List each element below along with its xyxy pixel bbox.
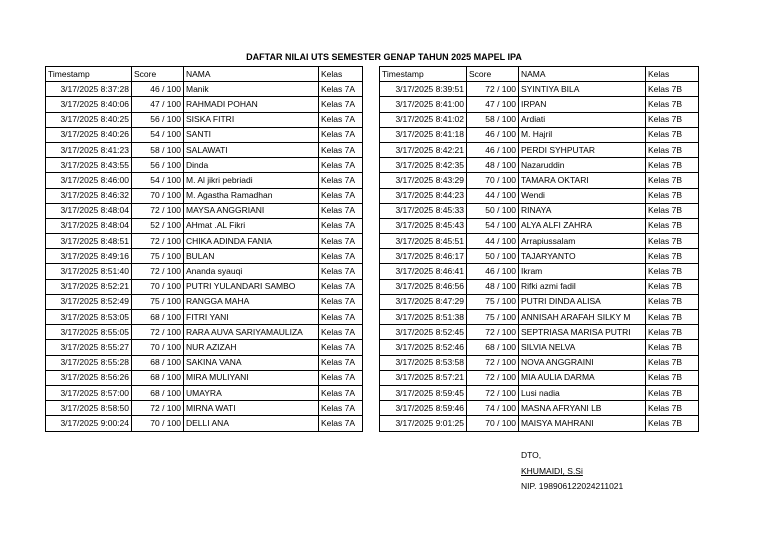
cell-timestamp: 3/17/2025 8:46:00 xyxy=(46,173,132,188)
cell-nama: Rifki azmi fadil xyxy=(519,279,646,294)
cell-kelas: Kelas 7B xyxy=(646,112,699,127)
cell-timestamp: 3/17/2025 8:53:58 xyxy=(380,355,467,370)
header-timestamp: Timestamp xyxy=(380,67,467,82)
table-row xyxy=(46,97,363,112)
cell-timestamp: 3/17/2025 8:55:05 xyxy=(46,325,132,340)
cell-nama: TAMARA OKTARI xyxy=(519,173,646,188)
cell-timestamp: 3/17/2025 8:57:00 xyxy=(46,385,132,400)
cell-score: 56 / 100 xyxy=(132,158,184,173)
cell-nama: SYINTIYA BILA xyxy=(519,82,646,97)
header-kelas: Kelas xyxy=(319,67,363,82)
cell-timestamp: 3/17/2025 9:00:24 xyxy=(46,416,132,431)
cell-kelas: Kelas 7A xyxy=(319,158,363,173)
table-row xyxy=(380,385,699,400)
cell-nama: RAHMADI POHAN xyxy=(184,97,319,112)
cell-score: 46 / 100 xyxy=(467,142,519,157)
cell-kelas: Kelas 7A xyxy=(319,249,363,264)
cell-nama: PERDI SYHPUTAR xyxy=(519,142,646,157)
cell-nama: FITRI YANI xyxy=(184,310,319,325)
cell-kelas: Kelas 7A xyxy=(319,97,363,112)
table-row xyxy=(46,203,363,218)
cell-score: 70 / 100 xyxy=(132,188,184,203)
cell-kelas: Kelas 7B xyxy=(646,370,699,385)
cell-kelas: Kelas 7A xyxy=(319,416,363,431)
cell-timestamp: 3/17/2025 8:44:23 xyxy=(380,188,467,203)
cell-timestamp: 3/17/2025 8:41:00 xyxy=(380,97,467,112)
cell-timestamp: 3/17/2025 8:42:21 xyxy=(380,142,467,157)
cell-timestamp: 3/17/2025 8:51:38 xyxy=(380,310,467,325)
cell-score: 74 / 100 xyxy=(467,401,519,416)
cell-kelas: Kelas 7A xyxy=(319,385,363,400)
cell-nama: SILVIA NELVA xyxy=(519,340,646,355)
cell-kelas: Kelas 7A xyxy=(319,355,363,370)
cell-nama: RINAYA xyxy=(519,203,646,218)
cell-timestamp: 3/17/2025 8:46:17 xyxy=(380,249,467,264)
cell-nama: Wendi xyxy=(519,188,646,203)
cell-nama: MIRNA WATI xyxy=(184,401,319,416)
cell-timestamp: 3/17/2025 8:39:51 xyxy=(380,82,467,97)
table-row xyxy=(46,112,363,127)
cell-timestamp: 3/17/2025 8:59:46 xyxy=(380,401,467,416)
cell-timestamp: 3/17/2025 8:52:21 xyxy=(46,279,132,294)
cell-score: 44 / 100 xyxy=(467,188,519,203)
cell-timestamp: 3/17/2025 8:40:06 xyxy=(46,97,132,112)
cell-nama: DELLI ANA xyxy=(184,416,319,431)
cell-nama: MAISYA MAHRANI xyxy=(519,416,646,431)
cell-kelas: Kelas 7B xyxy=(646,127,699,142)
cell-score: 70 / 100 xyxy=(467,416,519,431)
cell-kelas: Kelas 7A xyxy=(319,279,363,294)
cell-timestamp: 3/17/2025 8:45:43 xyxy=(380,218,467,233)
cell-score: 58 / 100 xyxy=(132,142,184,157)
cell-score: 54 / 100 xyxy=(132,127,184,142)
cell-timestamp: 3/17/2025 8:46:32 xyxy=(46,188,132,203)
cell-score: 70 / 100 xyxy=(132,416,184,431)
cell-timestamp: 3/17/2025 8:45:51 xyxy=(380,234,467,249)
cell-kelas: Kelas 7B xyxy=(646,310,699,325)
cell-score: 46 / 100 xyxy=(467,127,519,142)
cell-timestamp: 3/17/2025 8:55:28 xyxy=(46,355,132,370)
cell-timestamp: 3/17/2025 8:49:16 xyxy=(46,249,132,264)
cell-timestamp: 3/17/2025 8:45:33 xyxy=(380,203,467,218)
cell-timestamp: 3/17/2025 8:46:56 xyxy=(380,279,467,294)
cell-kelas: Kelas 7B xyxy=(646,218,699,233)
cell-score: 72 / 100 xyxy=(467,385,519,400)
cell-kelas: Kelas 7B xyxy=(646,82,699,97)
cell-nama: CHIKA ADINDA FANIA xyxy=(184,234,319,249)
cell-kelas: Kelas 7A xyxy=(319,218,363,233)
cell-kelas: Kelas 7A xyxy=(319,188,363,203)
cell-kelas: Kelas 7B xyxy=(646,158,699,173)
cell-timestamp: 3/17/2025 8:46:41 xyxy=(380,264,467,279)
cell-timestamp: 3/17/2025 8:43:29 xyxy=(380,173,467,188)
cell-kelas: Kelas 7A xyxy=(319,112,363,127)
table-row xyxy=(380,310,699,325)
document-title: DAFTAR NILAI UTS SEMESTER GENAP TAHUN 2025 MAPEL IPA xyxy=(246,52,522,62)
cell-score: 72 / 100 xyxy=(132,234,184,249)
cell-nama: TAJARYANTO xyxy=(519,249,646,264)
cell-score: 72 / 100 xyxy=(132,325,184,340)
cell-kelas: Kelas 7A xyxy=(319,370,363,385)
cell-nama: SAKINA VANA xyxy=(184,355,319,370)
cell-score: 72 / 100 xyxy=(132,264,184,279)
cell-timestamp: 3/17/2025 8:52:45 xyxy=(380,325,467,340)
cell-nama: Ardiati xyxy=(519,112,646,127)
cell-timestamp: 3/17/2025 8:41:02 xyxy=(380,112,467,127)
cell-nama: M. Hajril xyxy=(519,127,646,142)
cell-score: 72 / 100 xyxy=(467,325,519,340)
cell-timestamp: 3/17/2025 8:40:26 xyxy=(46,127,132,142)
cell-kelas: Kelas 7B xyxy=(646,279,699,294)
cell-nama: SEPTRIASA MARISA PUTRI xyxy=(519,325,646,340)
cell-score: 70 / 100 xyxy=(132,340,184,355)
table-kelas-7a xyxy=(45,66,363,432)
cell-nama: IRPAN xyxy=(519,97,646,112)
cell-timestamp: 3/17/2025 8:57:21 xyxy=(380,370,467,385)
table-row xyxy=(380,97,699,112)
cell-kelas: Kelas 7A xyxy=(319,142,363,157)
cell-nama: ALYA ALFI ZAHRA xyxy=(519,218,646,233)
table-row xyxy=(380,370,699,385)
cell-kelas: Kelas 7B xyxy=(646,294,699,309)
cell-score: 54 / 100 xyxy=(467,218,519,233)
table-row xyxy=(380,203,699,218)
cell-nama: MAYSA ANGGRIANI xyxy=(184,203,319,218)
cell-score: 48 / 100 xyxy=(467,158,519,173)
cell-kelas: Kelas 7B xyxy=(646,173,699,188)
cell-score: 72 / 100 xyxy=(467,370,519,385)
cell-kelas: Kelas 7A xyxy=(319,294,363,309)
cell-kelas: Kelas 7A xyxy=(319,310,363,325)
cell-score: 47 / 100 xyxy=(467,97,519,112)
cell-score: 52 / 100 xyxy=(132,218,184,233)
cell-timestamp: 3/17/2025 8:52:49 xyxy=(46,294,132,309)
table-row xyxy=(46,234,363,249)
table-row xyxy=(380,249,699,264)
cell-score: 44 / 100 xyxy=(467,234,519,249)
table-row xyxy=(380,234,699,249)
table-row xyxy=(46,188,363,203)
cell-timestamp: 3/17/2025 8:56:26 xyxy=(46,370,132,385)
cell-nama: MASNA AFRYANI LB xyxy=(519,401,646,416)
table-header-row xyxy=(380,67,699,82)
cell-timestamp: 3/17/2025 8:47:29 xyxy=(380,294,467,309)
table-row xyxy=(380,127,699,142)
cell-nama: NOVA ANGGRAINI xyxy=(519,355,646,370)
cell-timestamp: 3/17/2025 8:43:55 xyxy=(46,158,132,173)
table-row xyxy=(46,127,363,142)
cell-timestamp: 3/17/2025 8:48:04 xyxy=(46,218,132,233)
cell-nama: M. Agastha Ramadhan xyxy=(184,188,319,203)
cell-score: 75 / 100 xyxy=(467,294,519,309)
cell-score: 75 / 100 xyxy=(132,249,184,264)
cell-kelas: Kelas 7B xyxy=(646,416,699,431)
cell-nama: PUTRI YULANDARI SAMBO xyxy=(184,279,319,294)
signature-nip: NIP. 198906122024211021 xyxy=(521,481,624,491)
table-row xyxy=(46,142,363,157)
cell-kelas: Kelas 7A xyxy=(319,264,363,279)
table-row xyxy=(380,416,699,431)
table-row xyxy=(380,218,699,233)
table-row xyxy=(380,294,699,309)
cell-timestamp: 3/17/2025 8:42:35 xyxy=(380,158,467,173)
cell-score: 70 / 100 xyxy=(132,279,184,294)
table-row xyxy=(46,279,363,294)
cell-score: 68 / 100 xyxy=(132,385,184,400)
cell-kelas: Kelas 7B xyxy=(646,142,699,157)
cell-kelas: Kelas 7B xyxy=(646,340,699,355)
cell-kelas: Kelas 7B xyxy=(646,234,699,249)
cell-nama: M. Al jikri pebriadi xyxy=(184,173,319,188)
cell-kelas: Kelas 7B xyxy=(646,385,699,400)
cell-timestamp: 3/17/2025 8:41:23 xyxy=(46,142,132,157)
cell-timestamp: 3/17/2025 8:48:04 xyxy=(46,203,132,218)
cell-kelas: Kelas 7B xyxy=(646,355,699,370)
cell-nama: SANTI xyxy=(184,127,319,142)
table-row xyxy=(380,142,699,157)
table-row xyxy=(46,158,363,173)
cell-kelas: Kelas 7B xyxy=(646,97,699,112)
table-row xyxy=(46,310,363,325)
cell-score: 50 / 100 xyxy=(467,203,519,218)
cell-score: 72 / 100 xyxy=(132,401,184,416)
cell-nama: MIA AULIA DARMA xyxy=(519,370,646,385)
cell-nama: BULAN xyxy=(184,249,319,264)
cell-score: 72 / 100 xyxy=(132,203,184,218)
header-score: Score xyxy=(467,67,519,82)
table-row xyxy=(380,158,699,173)
cell-kelas: Kelas 7A xyxy=(319,173,363,188)
signature-dto: DTO, xyxy=(521,450,542,460)
table-row xyxy=(380,112,699,127)
cell-score: 46 / 100 xyxy=(132,82,184,97)
table-header-row xyxy=(46,67,363,82)
table-row xyxy=(46,294,363,309)
header-nama: NAMA xyxy=(519,67,646,82)
cell-kelas: Kelas 7B xyxy=(646,203,699,218)
cell-timestamp: 3/17/2025 8:51:40 xyxy=(46,264,132,279)
cell-score: 56 / 100 xyxy=(132,112,184,127)
table-row xyxy=(46,355,363,370)
cell-score: 68 / 100 xyxy=(132,310,184,325)
cell-score: 47 / 100 xyxy=(132,97,184,112)
table-row xyxy=(380,401,699,416)
cell-score: 72 / 100 xyxy=(467,355,519,370)
table-row xyxy=(46,82,363,97)
cell-score: 70 / 100 xyxy=(467,173,519,188)
table-row xyxy=(380,82,699,97)
cell-kelas: Kelas 7A xyxy=(319,82,363,97)
cell-score: 75 / 100 xyxy=(132,294,184,309)
cell-nama: Ananda syauqi xyxy=(184,264,319,279)
table-row xyxy=(46,264,363,279)
cell-timestamp: 3/17/2025 8:53:05 xyxy=(46,310,132,325)
header-kelas: Kelas xyxy=(646,67,699,82)
cell-score: 46 / 100 xyxy=(467,264,519,279)
table-row xyxy=(380,264,699,279)
table-row xyxy=(46,218,363,233)
table-row xyxy=(380,188,699,203)
cell-timestamp: 3/17/2025 9:01:25 xyxy=(380,416,467,431)
cell-nama: UMAYRA xyxy=(184,385,319,400)
table-row xyxy=(46,173,363,188)
table-row xyxy=(46,340,363,355)
cell-score: 68 / 100 xyxy=(467,340,519,355)
table-row xyxy=(46,249,363,264)
cell-timestamp: 3/17/2025 8:40:25 xyxy=(46,112,132,127)
cell-score: 54 / 100 xyxy=(132,173,184,188)
cell-timestamp: 3/17/2025 8:41:18 xyxy=(380,127,467,142)
cell-kelas: Kelas 7A xyxy=(319,203,363,218)
table-row xyxy=(380,279,699,294)
cell-score: 58 / 100 xyxy=(467,112,519,127)
table-kelas-7b xyxy=(379,66,699,432)
cell-kelas: Kelas 7A xyxy=(319,340,363,355)
cell-nama: NUR AZIZAH xyxy=(184,340,319,355)
cell-nama: Lusi nadia xyxy=(519,385,646,400)
cell-kelas: Kelas 7A xyxy=(319,234,363,249)
cell-timestamp: 3/17/2025 8:55:27 xyxy=(46,340,132,355)
table-row xyxy=(46,325,363,340)
cell-kelas: Kelas 7B xyxy=(646,401,699,416)
cell-nama: SISKA FITRI xyxy=(184,112,319,127)
table-row xyxy=(380,355,699,370)
cell-kelas: Kelas 7B xyxy=(646,188,699,203)
cell-nama: Dinda xyxy=(184,158,319,173)
header-score: Score xyxy=(132,67,184,82)
table-row xyxy=(380,173,699,188)
cell-kelas: Kelas 7B xyxy=(646,249,699,264)
table-row xyxy=(46,416,363,431)
cell-timestamp: 3/17/2025 8:52:46 xyxy=(380,340,467,355)
cell-kelas: Kelas 7A xyxy=(319,127,363,142)
cell-nama: Arrapiussalam xyxy=(519,234,646,249)
cell-score: 72 / 100 xyxy=(467,82,519,97)
cell-score: 75 / 100 xyxy=(467,310,519,325)
cell-timestamp: 3/17/2025 8:48:51 xyxy=(46,234,132,249)
cell-kelas: Kelas 7A xyxy=(319,325,363,340)
cell-timestamp: 3/17/2025 8:59:45 xyxy=(380,385,467,400)
cell-nama: MIRA MULIYANI xyxy=(184,370,319,385)
cell-kelas: Kelas 7B xyxy=(646,264,699,279)
table-row xyxy=(380,325,699,340)
header-nama: NAMA xyxy=(184,67,319,82)
cell-timestamp: 3/17/2025 8:37:28 xyxy=(46,82,132,97)
cell-score: 68 / 100 xyxy=(132,355,184,370)
cell-nama: ANNISAH ARAFAH SILKY M xyxy=(519,310,646,325)
cell-nama: RARA AUVA SARIYAMAULIZA xyxy=(184,325,319,340)
table-row xyxy=(46,370,363,385)
cell-nama: Ikram xyxy=(519,264,646,279)
header-timestamp: Timestamp xyxy=(46,67,132,82)
cell-nama: PUTRI DINDA ALISA xyxy=(519,294,646,309)
cell-score: 68 / 100 xyxy=(132,370,184,385)
cell-timestamp: 3/17/2025 8:58:50 xyxy=(46,401,132,416)
signature-name: KHUMAIDI, S.Si xyxy=(521,466,583,476)
cell-score: 48 / 100 xyxy=(467,279,519,294)
cell-nama: SALAWATI xyxy=(184,142,319,157)
cell-nama: AHmat .AL Fikri xyxy=(184,218,319,233)
cell-kelas: Kelas 7B xyxy=(646,325,699,340)
table-row xyxy=(380,340,699,355)
cell-nama: Manik xyxy=(184,82,319,97)
table-row xyxy=(46,401,363,416)
table-row xyxy=(46,385,363,400)
cell-nama: Nazaruddin xyxy=(519,158,646,173)
cell-nama: RANGGA MAHA xyxy=(184,294,319,309)
cell-score: 50 / 100 xyxy=(467,249,519,264)
cell-kelas: Kelas 7A xyxy=(319,401,363,416)
